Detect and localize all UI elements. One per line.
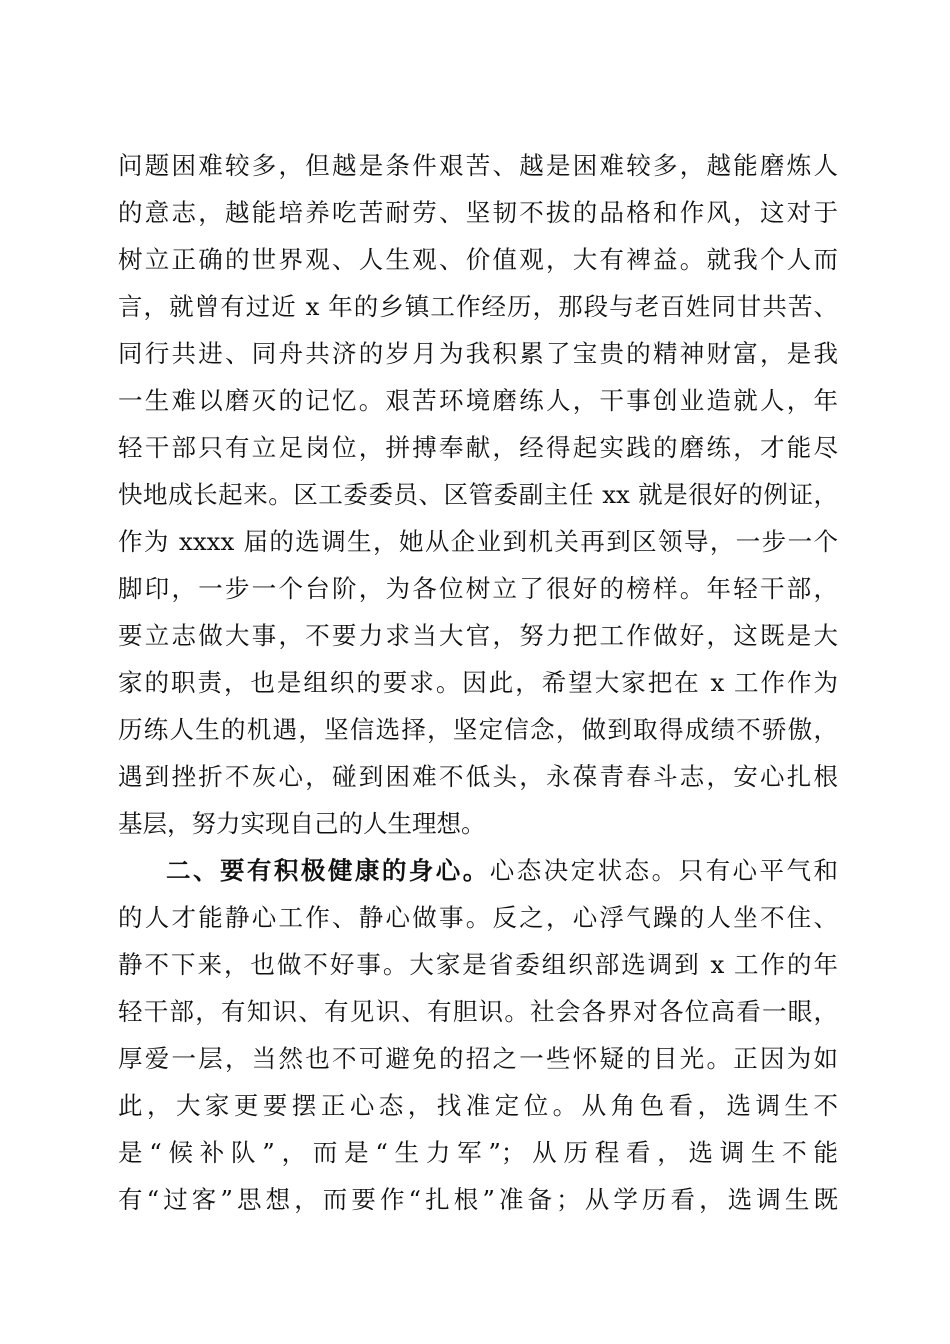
paragraph-2-first-line-text: 心态决定状态。只有心平气和 [489,856,838,885]
paragraph-1-line: 问题困难较多，但越是条件艰苦、越是困难较多，越能磨炼人 [118,151,838,180]
paragraph-1-line: 遇到挫折不灰心，碰到困难不低头，永葆青春斗志，安心扎根 [118,762,838,791]
paragraph-1-line: 言，就曾有过近 x 年的乡镇工作经历，那段与老百姓同甘共苦、 [118,292,838,321]
paragraph-1-line: 作为 xxxx 届的选调生，她从企业到机关再到区领导，一步一个 [118,527,838,556]
paragraph-2-line: 静不下来，也做不好事。大家是省委组织部选调到 x 工作的年 [118,950,838,979]
paragraph-2-line: 有“过客”思想，而要作“扎根”准备；从学历看，选调生既 [118,1185,838,1214]
section-heading: 二、要有积极健康的身心。 [166,856,490,885]
paragraph-1-line: 树立正确的世界观、人生观、价值观，大有裨益。就我个人而 [118,245,838,274]
paragraph-2-line: 厚爱一层，当然也不可避免的招之一些怀疑的目光。正因为如 [118,1044,838,1073]
paragraph-1-line: 历练人生的机遇，坚信选择，坚定信念，做到取得成绩不骄傲， [118,715,838,744]
paragraph-1-line: 一生难以磨灭的记忆。艰苦环境磨练人，干事创业造就人，年 [118,386,838,415]
paragraph-1-line: 脚印，一步一个台阶，为各位树立了很好的榜样。年轻干部， [118,574,838,603]
paragraph-1-line: 的意志，越能培养吃苦耐劳、坚韧不拔的品格和作风，这对于 [118,198,838,227]
paragraph-2-line: 是“候补队”，而是“生力军”；从历程看，选调生不能 [118,1138,838,1167]
paragraph-1-line: 轻干部只有立足岗位，拼搏奉献，经得起实践的磨练，才能尽 [118,433,838,462]
paragraph-1-line: 要立志做大事，不要力求当大官，努力把工作做好，这既是大 [118,621,838,650]
paragraph-2-line: 的人才能静心工作、静心做事。反之，心浮气躁的人坐不住、 [118,903,838,932]
paragraph-2-line: 轻干部，有知识、有见识、有胆识。社会各界对各位高看一眼， [118,997,838,1026]
paragraph-1-last-line: 基层，努力实现自己的人生理想。 [118,809,486,838]
paragraph-1-line: 家的职责，也是组织的要求。因此，希望大家把在 x 工作作为 [118,668,838,697]
document-body [118,142,838,1223]
paragraph-1-line: 同行共进、同舟共济的岁月为我积累了宝贵的精神财富，是我 [118,339,838,368]
paragraph-2-first-line [118,847,838,894]
paragraph-2-line: 此，大家更要摆正心态，找准定位。从角色看，选调生不 [118,1091,838,1120]
paragraph-1-line: 快地成长起来。区工委委员、区管委副主任 xx 就是很好的例证， [118,480,838,509]
